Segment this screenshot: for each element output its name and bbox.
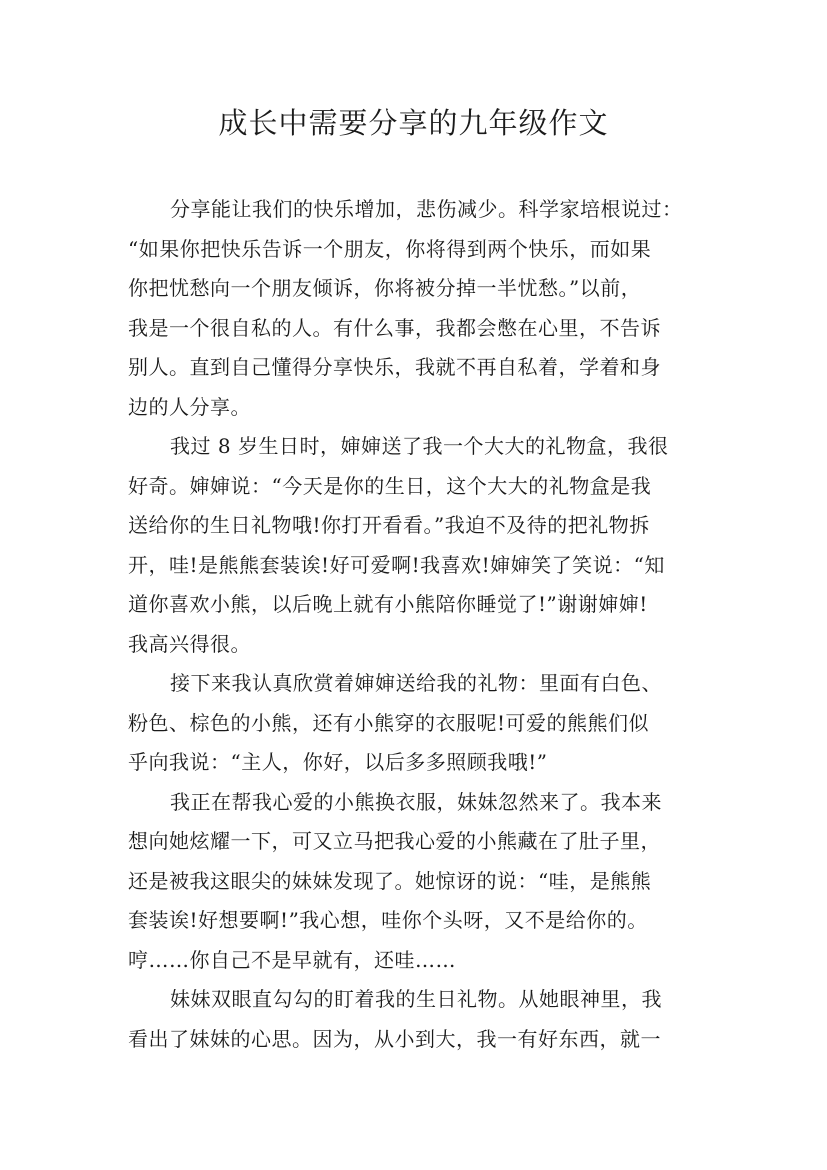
body-line: 好奇。婶婶说：“今天是你的生日，这个大大的礼物盒是我	[128, 473, 652, 498]
body-line: “如果你把快乐告诉一个朋友，你将得到两个快乐，而如果	[128, 236, 652, 261]
body-line: 乎向我说：“主人，你好，以后多多照顾我哦!”	[128, 750, 548, 774]
body-line: 我正在帮我心爱的小熊换衣服，妹妹忽然来了。我本来	[170, 789, 662, 814]
body-line: 你把忧愁向一个朋友倾诉，你将被分掉一半忧愁。”以前，	[128, 276, 642, 300]
body-line: 想向她炫耀一下，可又立马把我心爱的小熊藏在了肚子里，	[128, 829, 661, 853]
body-line: 道你喜欢小熊，以后晚上就有小熊陪你睡觉了!”谢谢婶婶!	[128, 592, 648, 616]
document-title: 成长中需要分享的九年级作文	[218, 106, 609, 140]
document-body	[128, 190, 718, 1059]
body-line: 接下来我认真欣赏着婶婶送给我的礼物：里面有白色、	[170, 671, 662, 695]
body-line: 哼……你自己不是早就有，还哇……	[128, 947, 456, 972]
body-line: 送给你的生日礼物哦!你打开看看。”我迫不及待的把礼物拆	[128, 513, 650, 537]
body-line: 我高兴得很。	[128, 631, 251, 656]
body-line: 开，哇!是熊熊套装诶!好可爱啊!我喜欢!婶婶笑了笑说：“知	[128, 552, 665, 577]
body-line: 我是一个很自私的人。有什么事，我都会憋在心里，不告诉	[128, 315, 661, 340]
body-line: 别人。直到自己懂得分享快乐，我就不再自私着，学着和身	[128, 355, 661, 379]
body-line: 边的人分享。	[128, 394, 251, 419]
body-line: 分享能让我们的快乐增加，悲伤减少。科学家培根说过：	[170, 197, 683, 221]
body-line: 看出了妹妹的心思。因为，从小到大，我一有好东西，就一	[128, 1026, 661, 1051]
body-line: 妹妹双眼直勾勾的盯着我的生日礼物。从她眼神里，我	[170, 987, 662, 1011]
body-line: 粉色、棕色的小熊，还有小熊穿的衣服呢!可爱的熊熊们似	[128, 710, 650, 735]
body-line: 套装诶!好想要啊!”我心想，哇你个头呀，又不是给你的。	[128, 908, 648, 932]
body-line: 我过 8 岁生日时，婶婶送了我一个大大的礼物盒，我很	[170, 434, 669, 458]
body-line: 还是被我这眼尖的妹妹发现了。她惊讶的说：“哇，是熊熊	[128, 868, 652, 893]
